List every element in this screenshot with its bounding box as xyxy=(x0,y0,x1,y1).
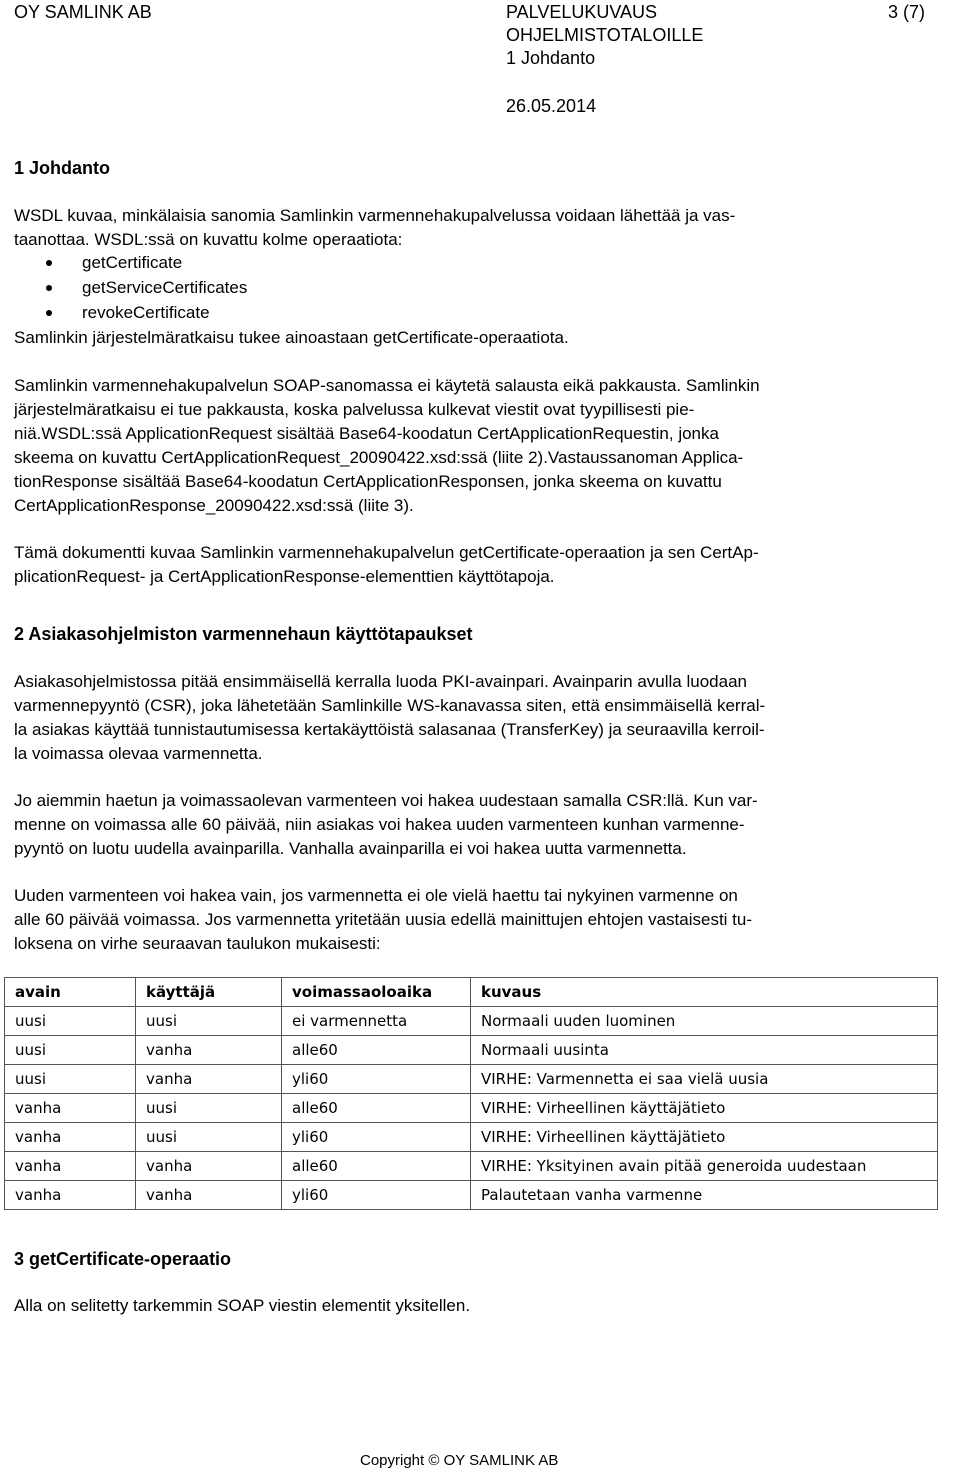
header-date: 26.05.2014 xyxy=(506,96,597,116)
s1-p3-line: plicationRequest- ja CertApplicationResponse-elementtien käyttötapoja. xyxy=(14,567,555,586)
bullet-get-service-certificates: getServiceCertificates xyxy=(82,278,248,297)
table-cell: yli60 xyxy=(282,1123,471,1152)
table-cell: ei varmennetta xyxy=(282,1007,471,1036)
bullet-revoke-certificate: revokeCertificate xyxy=(82,303,210,322)
table-row xyxy=(5,1123,938,1152)
table-header-row xyxy=(5,978,938,1007)
s2-p1-line: la asiakas käyttää tunnistautumisessa kertakäyttöistä salasanaa (TransferKey) ja seuraavilla kerroil- xyxy=(14,720,765,739)
s1-p2-line: tionResponse sisältää Base64-koodatun CertApplicationResponsen, jonka skeema on kuvattu xyxy=(14,472,722,491)
s1-p1-end: Samlinkin järjestelmäratkaisu tukee ainoastaan getCertificate-operaatiota. xyxy=(14,328,569,347)
header-doc-type: PALVELUKUVAUS xyxy=(506,2,658,22)
table-cell: vanha xyxy=(136,1181,282,1210)
column-header-kuvaus: kuvaus xyxy=(471,978,938,1007)
table-cell: VIRHE: Varmennetta ei saa vielä uusia xyxy=(471,1065,938,1094)
table-cell: alle60 xyxy=(282,1094,471,1123)
s2-p1-line: la voimassa olevaa varmennetta. xyxy=(14,744,263,763)
table-cell: uusi xyxy=(5,1065,136,1094)
column-header-voimassaoloaika: voimassaoloaika xyxy=(282,978,471,1007)
s2-p3-line: alle 60 päivää voimassa. Jos varmennetta yritetään uusia edellä mainittujen ehtojen vastaisesti tu- xyxy=(14,910,753,929)
s1-p3-line: Tämä dokumentti kuvaa Samlinkin varmennehakupalvelun getCertificate-operaation ja sen CertAp- xyxy=(14,543,759,562)
section-2-heading: 2 Asiakasohjelmiston varmennehaun käyttötapaukset xyxy=(14,624,473,644)
section-3-heading: 3 getCertificate-operaatio xyxy=(14,1249,232,1269)
table-cell: vanha xyxy=(5,1181,136,1210)
header-page-number: 3 (7) xyxy=(888,2,926,22)
table-cell: uusi xyxy=(136,1007,282,1036)
s1-p2-line: Samlinkin varmennehakupalvelun SOAP-sanomassa ei käytetä salausta eikä pakkausta. Samlinkin xyxy=(14,376,760,395)
s2-p2-line: pyyntö on luotu uudella avainparilla. Vanhalla avainparilla ei voi hakea uutta varmennetta. xyxy=(14,839,687,858)
table-cell: uusi xyxy=(136,1094,282,1123)
s2-p1-line: Asiakasohjelmistossa pitää ensimmäisellä kerralla luoda PKI-avainpari. Avainparin avulla luodaan xyxy=(14,672,747,691)
table-cell: vanha xyxy=(136,1036,282,1065)
footer-copyright: Copyright © OY SAMLINK AB xyxy=(360,1452,559,1469)
header-company: OY SAMLINK AB xyxy=(14,2,152,22)
s2-p3-line: Uuden varmenteen voi hakea vain, jos varmennetta ei ole vielä haettu tai nykyinen varmenne on xyxy=(14,886,738,905)
table-cell: Normaali uusinta xyxy=(471,1036,938,1065)
table-cell: alle60 xyxy=(282,1036,471,1065)
header-section: 1 Johdanto xyxy=(506,48,596,68)
s2-p1-line: varmennepyyntö (CSR), joka lähetetään Samlinkille WS-kanavassa siten, että ensimmäisellä kerral- xyxy=(14,696,766,715)
s1-p2-line: niä.WSDL:ssä ApplicationRequest sisältää Base64-koodatun CertApplicationRequestin, jonka xyxy=(14,424,719,443)
table-row xyxy=(5,1036,938,1065)
s2-p2-line: Jo aiemmin haetun ja voimassaolevan varmenteen voi hakea uudestaan samalla CSR:llä. Kun var- xyxy=(14,791,758,810)
table-row xyxy=(5,1094,938,1123)
table-cell: VIRHE: Virheellinen käyttäjätieto xyxy=(471,1094,938,1123)
table-cell: uusi xyxy=(5,1036,136,1065)
table-cell: vanha xyxy=(5,1123,136,1152)
column-header-kayttaja: käyttäjä xyxy=(136,978,282,1007)
bullet-dot xyxy=(46,285,52,291)
table-cell: uusi xyxy=(5,1007,136,1036)
table-cell: Normaali uuden luominen xyxy=(471,1007,938,1036)
s1-p1-line: taanottaa. WSDL:ssä on kuvattu kolme operaatiota: xyxy=(14,230,403,249)
table-cell: yli60 xyxy=(282,1181,471,1210)
s1-p2-line: skeema on kuvattu CertApplicationRequest_20090422.xsd:ssä (liite 2).Vastaussanoman Applica- xyxy=(14,448,744,467)
table-cell: vanha xyxy=(136,1065,282,1094)
s2-p2-line: menne on voimassa alle 60 päivää, niin asiakas voi hakea uuden varmenteen kunhan varmenne- xyxy=(14,815,745,834)
s2-p3-line: loksena on virhe seuraavan taulukon mukaisesti: xyxy=(14,934,381,953)
s1-p2-line: järjestelmäratkaisu ei tue pakkausta, koska palvelussa kulkevat viestit ovat tyypillisesti pie- xyxy=(14,400,695,419)
table-cell: alle60 xyxy=(282,1152,471,1181)
table-row xyxy=(5,1065,938,1094)
table-row xyxy=(5,1181,938,1210)
s1-p2-line: CertApplicationResponse_20090422.xsd:ssä (liite 3). xyxy=(14,496,414,515)
table-cell: uusi xyxy=(136,1123,282,1152)
table-row xyxy=(5,1152,938,1181)
bullet-dot xyxy=(46,310,52,316)
key-validity-table xyxy=(4,977,938,1210)
header-audience: OHJELMISTOTALOILLE xyxy=(506,25,704,45)
s1-p1-line: WSDL kuvaa, minkälaisia sanomia Samlinkin varmennehakupalvelussa voidaan lähettää ja vas- xyxy=(14,206,736,225)
bullet-get-certificate: getCertificate xyxy=(82,253,183,272)
table-cell: vanha xyxy=(5,1152,136,1181)
table-cell: VIRHE: Yksityinen avain pitää generoida uudestaan xyxy=(471,1152,938,1181)
bullet-dot xyxy=(46,260,52,266)
table-row xyxy=(5,1007,938,1036)
s3-p1: Alla on selitetty tarkemmin SOAP viestin elementit yksitellen. xyxy=(14,1296,471,1315)
table-cell: Palautetaan vanha varmenne xyxy=(471,1181,938,1210)
column-header-avain: avain xyxy=(5,978,136,1007)
table-cell: yli60 xyxy=(282,1065,471,1094)
table-cell: VIRHE: Virheellinen käyttäjätieto xyxy=(471,1123,938,1152)
section-1-heading: 1 Johdanto xyxy=(14,158,111,178)
table-cell: vanha xyxy=(5,1094,136,1123)
table-cell: vanha xyxy=(136,1152,282,1181)
